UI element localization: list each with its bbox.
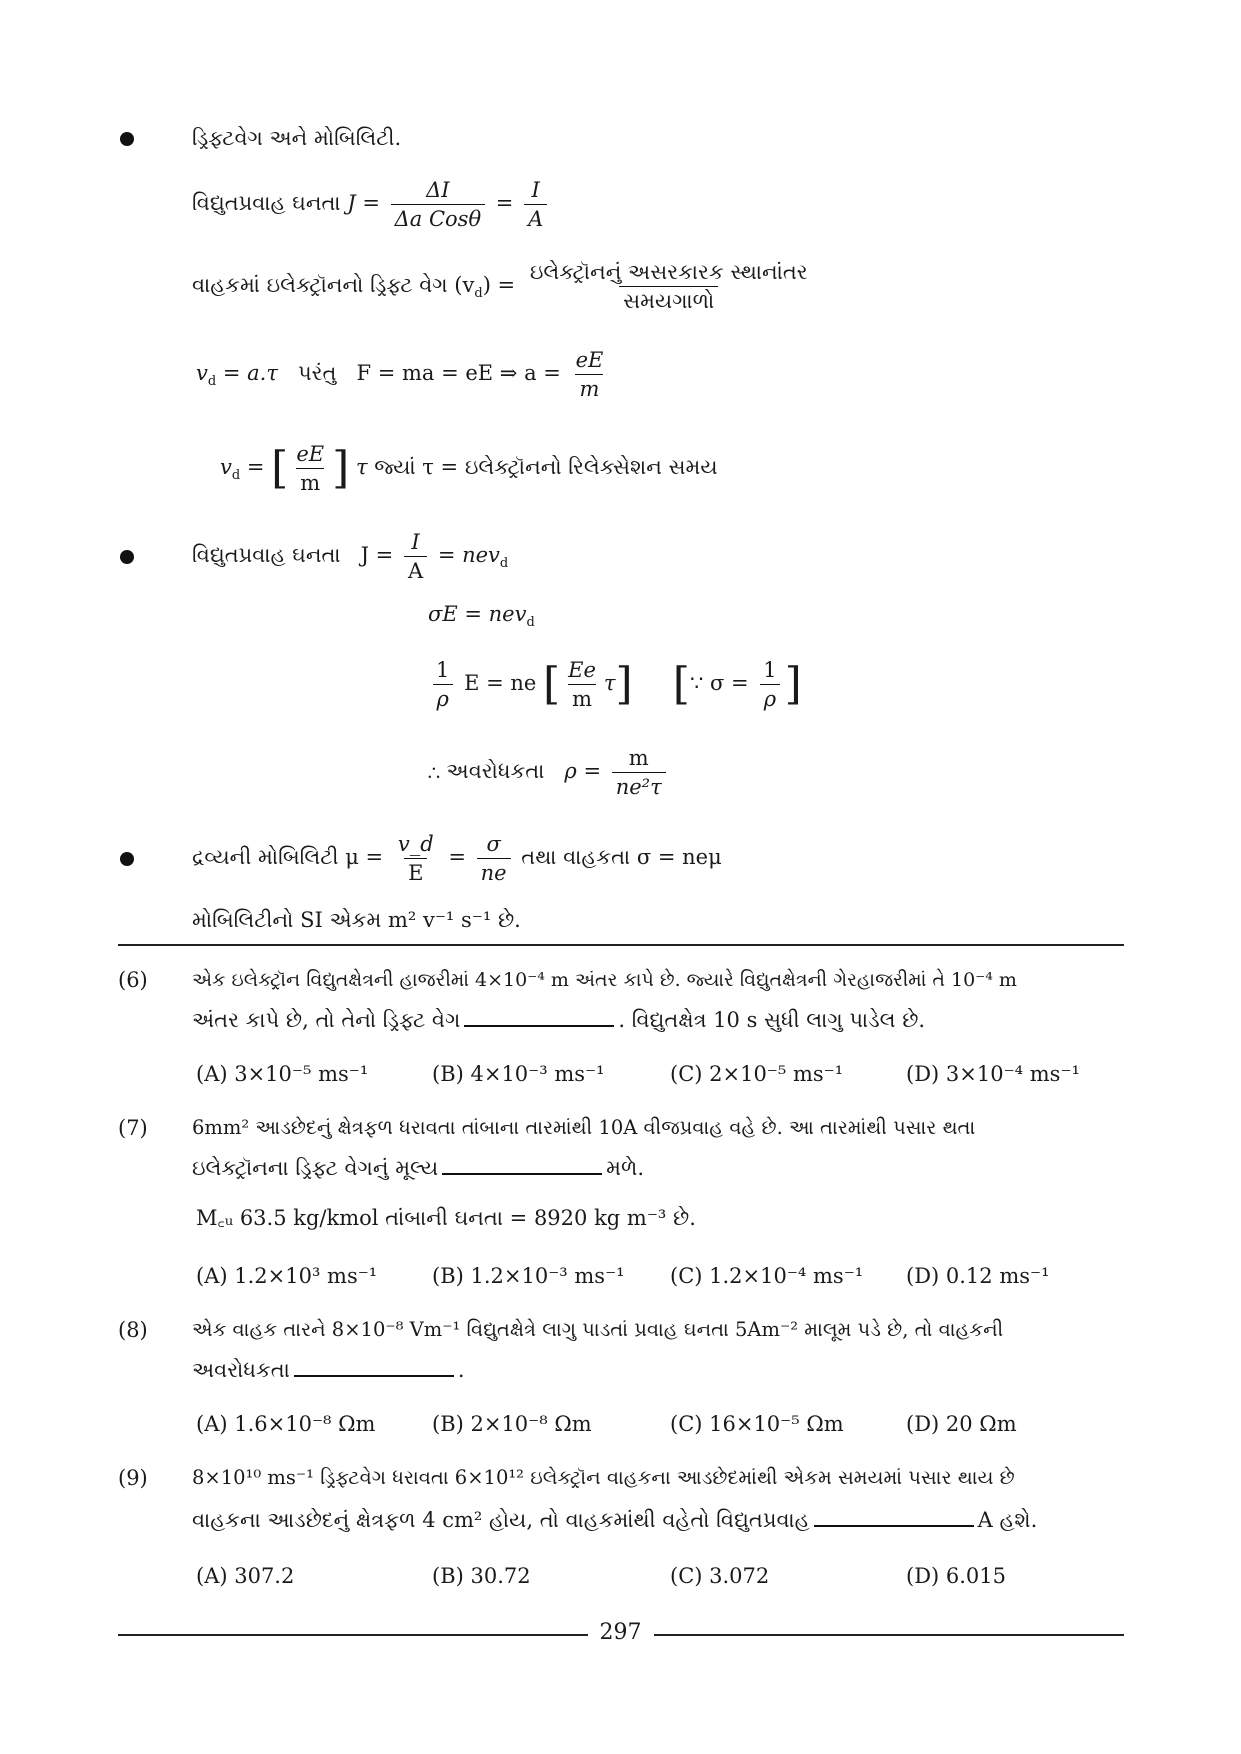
vd-eq-2: $v_d$ = [ $\frac{eE}{m}$ ] τ જ્યાં τ = ઇલેક્ટ્રૉનનો રિલેક્સેશન સમય [220,442,718,495]
question-8-option-d[interactable]: (D) 20 Ωm [906,1412,1017,1436]
page-number: 297 [0,1620,1241,1645]
question-6-line1: એક ઇલેક્ટ્રૉન વિદ્યુતક્ષેત્રની હાજરીમાં 4×10⁻⁴ m અંતર કાપે છે. જ્યારે વિદ્યુતક્ષેત્રની ગેરહાજરીમાં તે 10⁻⁴ m [192,969,1017,991]
bullet-2 [120,550,134,564]
question-7-line3: M꜀ᵤ 63.5 kg/kmol તાંબાની ઘનતા = 8920 kg m⁻³ છે. [196,1206,696,1230]
answer-blank [814,1524,974,1527]
question-6-option-a[interactable]: (A) 3×10⁻⁵ ms⁻¹ [196,1062,369,1086]
question-9-option-b[interactable]: (B) 30.72 [432,1564,531,1588]
bullet-1 [120,132,134,146]
question-8-line1: એક વાહક તારને 8×10⁻⁸ Vm⁻¹ વિદ્યુતક્ષેત્રે લાગુ પાડતાં પ્રવાહ ઘનતા 5Am⁻² માલૂમ પડે છે, તો વાહકની [192,1318,1004,1341]
fraction: $\frac{Ee}{m}$ [568,658,596,711]
question-9-line2: વાહકના આડછેદનું ક્ષેત્રફળ 4 cm² હોય, તો વાહકમાંથી વહેતો વિદ્યુતપ્રવાહ A હશે. [192,1508,1038,1532]
question-6-option-d[interactable]: (D) 3×10⁻⁴ ms⁻¹ [906,1062,1080,1086]
fraction: $\frac{1}{\rho}$ [432,656,453,713]
fraction: $\frac{I}{A}$ [524,176,547,233]
current-density-eq-2: વિદ્યુતપ્રવાહ ઘનતા J = $\frac{I}{A}$ = nev$_d$ [192,530,509,583]
question-8-option-a[interactable]: (A) 1.6×10⁻⁸ Ωm [196,1412,376,1436]
fraction: $\frac{eE}{m}$ [575,348,604,401]
vd-eq-1: $v_d = a.\tau$ પરંતુ F = ma = eE ⇒ a = $\frac{eE}{m}$ [196,346,611,403]
question-7-option-a[interactable]: (A) 1.2×10³ ms⁻¹ [196,1264,378,1288]
question-9-number: (9) [118,1466,148,1490]
question-7-number: (7) [118,1116,148,1140]
fraction: $\frac{v\_d}{E}$ [397,832,434,885]
fraction: $\frac{\text{ઇલેક્ટ્રૉનનું અસરકારક સ્થાનાંતર}}{\text{સમયગાળો}}$ [529,260,808,313]
question-7-line1: 6mm² આડછેદનું ક્ષેત્રફળ ધરાવતા તાંબાના તારમાંથી 10A વીજપ્રવાહ વહે છે. આ તારમાંથી પસાર થતા [192,1116,976,1139]
question-7-option-c[interactable]: (C) 1.2×10⁻⁴ ms⁻¹ [670,1264,864,1288]
question-8-line2: અવરોધકતા . [192,1358,465,1382]
bracket-close: ] [615,658,633,710]
section-title: ડ્રિફ્ટવેગ અને મોબિલિટી. [192,126,402,150]
bracket-open: [ [271,442,289,494]
current-density-eq: વિદ્યુતપ્રવાહ ઘનતા J = $\frac{\Delta I}{\text{Δa Cosθ}}$ = $\frac{I}{A}$ [192,176,551,233]
bracket-open: [ [672,658,690,710]
question-8-option-b[interactable]: (B) 2×10⁻⁸ Ωm [432,1412,592,1436]
fraction: $\frac{I}{A}$ [404,528,427,585]
fraction: $\frac{m}{\text{ne²τ}}$ [612,744,666,801]
bracket-close: ] [784,658,802,710]
question-7-option-d[interactable]: (D) 0.12 ms⁻¹ [906,1264,1050,1288]
question-9-line1: 8×10¹⁰ ms⁻¹ ડ્રિફ્ટવેગ ધરાવતા 6×10¹² ઇલેક્ટ્રૉન વાહકના આડછેદમાંથી એકમ સમયમાં પસાર થાય છે [192,1466,1015,1489]
si-unit: મોબિલિટીનો SI એકમ m² v⁻¹ s⁻¹ છે. [192,908,521,932]
divider [118,944,1124,946]
answer-blank [294,1374,454,1377]
bullet-3 [120,852,134,866]
question-7-option-b[interactable]: (B) 1.2×10⁻³ ms⁻¹ [432,1264,625,1288]
answer-blank [464,1024,614,1027]
question-6-number: (6) [118,968,148,992]
bracket-close: ] [332,442,350,494]
question-6-line2: અંતર કાપે છે, તો તેનો ડ્રિફ્ટ વેગ . વિદ્યુતક્ષેત્ર 10 s સુધી લાગુ પાડેલ છે. [192,1008,926,1032]
question-6-option-b[interactable]: (B) 4×10⁻³ ms⁻¹ [432,1062,605,1086]
question-9-option-a[interactable]: (A) 307.2 [196,1564,295,1588]
question-9-option-d[interactable]: (D) 6.015 [906,1564,1007,1588]
fraction: $\frac{1}{\rho}$ [759,656,780,713]
question-9-option-c[interactable]: (C) 3.072 [670,1564,770,1588]
fraction: $\frac{eE}{m}$ [296,442,325,495]
question-8-number: (8) [118,1318,148,1342]
drift-velocity-def: વાહકમાં ઇલેક્ટ્રૉનનો ડ્રિફ્ટ વેગ $(v_d)$ = $\frac{\text{ઇલેક્ટ્રૉનનું અસરકારક સ્થાનાંતર}}{\text{સમયગાળો}}$ [192,258,816,315]
question-6-option-c[interactable]: (C) 2×10⁻⁵ ms⁻¹ [670,1062,844,1086]
question-7-line2: ઇલેક્ટ્રૉનના ડ્રિફ્ટ વેગનું મૂલ્ય મળે. [192,1156,645,1180]
question-8-option-c[interactable]: (C) 16×10⁻⁵ Ωm [670,1412,844,1436]
fraction: $\frac{\sigma}{ne}$ [477,830,511,887]
fraction: $\frac{\Delta I}{\text{Δa Cosθ}}$ [391,176,486,233]
answer-blank [442,1172,602,1175]
mobility-eq: દ્રવ્યની મોબિલિટી μ = $\frac{v\_d}{E}$ = $\frac{\sigma}{ne}$ તથા વાહકતા σ = neμ [192,832,722,885]
rho-eq: $\frac{1}{\rho}$ E = ne [ $\frac{Ee}{m}$ τ] [∵ σ = $\frac{1}{\rho}$ ] [428,656,802,713]
sigma-eq: σE = nev$_d$ [428,602,535,631]
bracket-open: [ [542,658,561,710]
resistivity-eq: ∴ અવરોધકતા ρ = $\frac{m}{\text{ne²τ}}$ [428,744,670,801]
